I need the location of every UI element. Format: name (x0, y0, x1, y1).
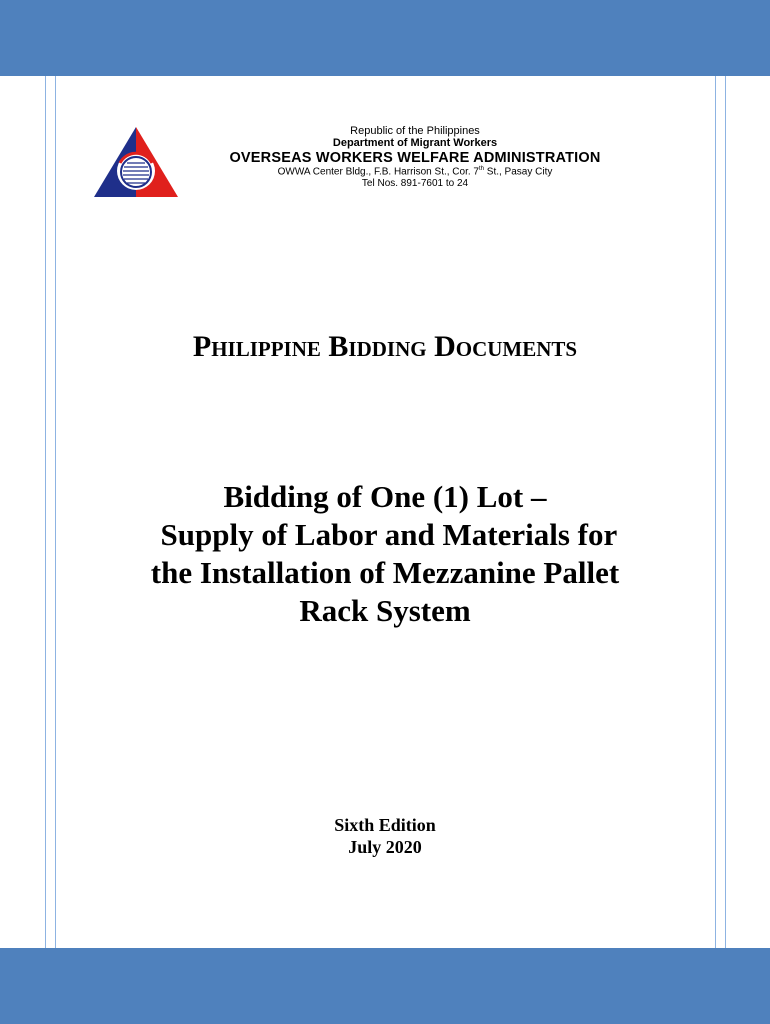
owwa-seal-icon (92, 125, 180, 199)
project-title-line: the Installation of Mezzanine Pallet (150, 555, 620, 590)
right-border-rule (725, 76, 726, 948)
left-border-rule (55, 76, 56, 948)
header-republic: Republic of the Philippines (350, 125, 480, 137)
left-border-rule (45, 76, 46, 948)
header-agency-name: OVERSEAS WORKERS WELFARE ADMINISTRATION (229, 150, 601, 166)
edition-label: Sixth Edition (334, 815, 436, 835)
top-color-band (0, 0, 770, 76)
header-telephone: Tel Nos. 891-7601 to 24 (361, 178, 469, 189)
project-title (80, 478, 690, 630)
document-title: Philippine Bidding Documents (192, 330, 578, 363)
header-department: Department of Migrant Workers (332, 137, 498, 149)
project-title-line: Rack System (299, 593, 471, 628)
project-title-line: Supply of Labor and Materials for (152, 517, 618, 552)
bottom-color-band (0, 948, 770, 1024)
right-border-rule (715, 76, 716, 948)
header-address: OWWA Center Bldg., F.B. Harrison St., Cor. 7th St., Pasay City (277, 166, 553, 178)
project-title-line: Bidding of One (1) Lot – (223, 479, 547, 514)
edition-block (200, 814, 570, 858)
edition-date: July 2020 (348, 837, 422, 857)
